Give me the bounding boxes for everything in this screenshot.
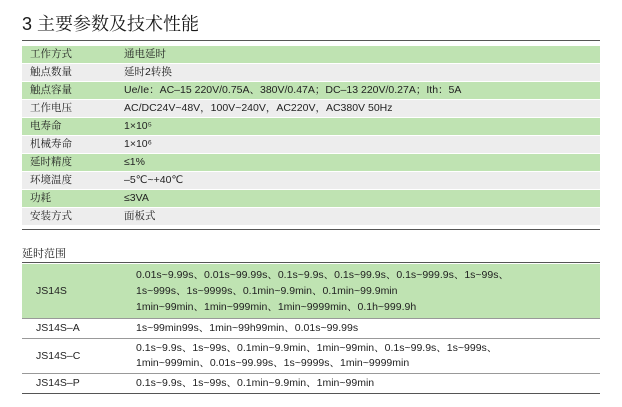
spec-row xyxy=(22,64,600,82)
title-rule xyxy=(22,40,600,41)
spec-label: 工作电压 xyxy=(22,100,116,118)
spec-value: AC/DC24V~48V，100V~240V，AC220V，AC380V 50Hz xyxy=(116,100,600,118)
spec-label: 延时精度 xyxy=(22,154,116,172)
spec-row xyxy=(22,154,600,172)
spec-label: 电寿命 xyxy=(22,118,116,136)
range-title: 延时范围 xyxy=(22,248,66,260)
spec-row xyxy=(22,118,600,136)
spec-row xyxy=(22,172,600,190)
range-values xyxy=(132,374,600,394)
spec-value: 1×10⁵ xyxy=(116,118,600,136)
range-values xyxy=(132,339,600,374)
range-model: JS14S–A xyxy=(22,319,132,339)
spec-label: 触点容量 xyxy=(22,82,116,100)
spec-row xyxy=(22,136,600,154)
range-row xyxy=(22,374,600,394)
range-line: 1min~999min、0.01s~99.99s、1s~9999s、1min~9999min xyxy=(136,357,410,369)
range-model: JS14S–C xyxy=(22,339,132,374)
spec-label: 安装方式 xyxy=(22,208,116,226)
spec-value: 通电延时 xyxy=(116,46,600,64)
spec-table-bottom-rule xyxy=(22,229,600,230)
range-line: 0.1s~9.9s、1s~99s、0.1min~9.9min、1min~99min xyxy=(136,377,375,389)
range-row xyxy=(22,319,600,339)
range-row xyxy=(22,264,600,319)
range-line: 0.01s~9.99s、0.01s~99.99s、0.1s~9.9s、0.1s~99.9s、0.1s~999.9s、1s~99s、 xyxy=(136,269,509,281)
section-title: 3 主要参数及技术性能 xyxy=(22,14,200,34)
range-top-rule xyxy=(22,262,600,263)
spec-value: Ue/Ie：AC–15 220V/0.75A、380V/0.47A；DC–13 220V/0.27A；Ith：5A xyxy=(116,82,600,100)
range-line: 1min~99min、1min~999min、1min~9999min、0.1h~999.9h xyxy=(136,301,417,313)
spec-row xyxy=(22,190,600,208)
range-values xyxy=(132,319,600,339)
spec-label: 环境温度 xyxy=(22,172,116,190)
range-line: 1s~99min99s、1min~99h99min、0.01s~99.99s xyxy=(136,322,359,334)
spec-row xyxy=(22,46,600,64)
range-model: JS14S xyxy=(22,264,132,319)
spec-value: 面板式 xyxy=(116,208,600,226)
spec-value: –5℃~+40℃ xyxy=(116,172,600,190)
spec-label: 触点数量 xyxy=(22,64,116,82)
spec-value: ≤1% xyxy=(116,154,600,172)
spec-table xyxy=(22,46,600,226)
range-model: JS14S–P xyxy=(22,374,132,394)
spec-label: 工作方式 xyxy=(22,46,116,64)
range-values xyxy=(132,264,600,319)
range-row xyxy=(22,339,600,374)
spec-label: 功耗 xyxy=(22,190,116,208)
range-line: 1s~999s、1s~9999s、0.1min~9.9min、0.1min~99.9min xyxy=(136,285,398,297)
spec-value: 延时2转换 xyxy=(116,64,600,82)
spec-value: 1×10⁶ xyxy=(116,136,600,154)
spec-label: 机械寿命 xyxy=(22,136,116,154)
spec-row xyxy=(22,208,600,226)
spec-row xyxy=(22,100,600,118)
range-table xyxy=(22,264,600,394)
range-line: 0.1s~9.9s、1s~99s、0.1min~9.9min、1min~99min、0.1s~99.9s、1s~999s、 xyxy=(136,342,498,354)
spec-value: ≤3VA xyxy=(116,190,600,208)
spec-row xyxy=(22,82,600,100)
